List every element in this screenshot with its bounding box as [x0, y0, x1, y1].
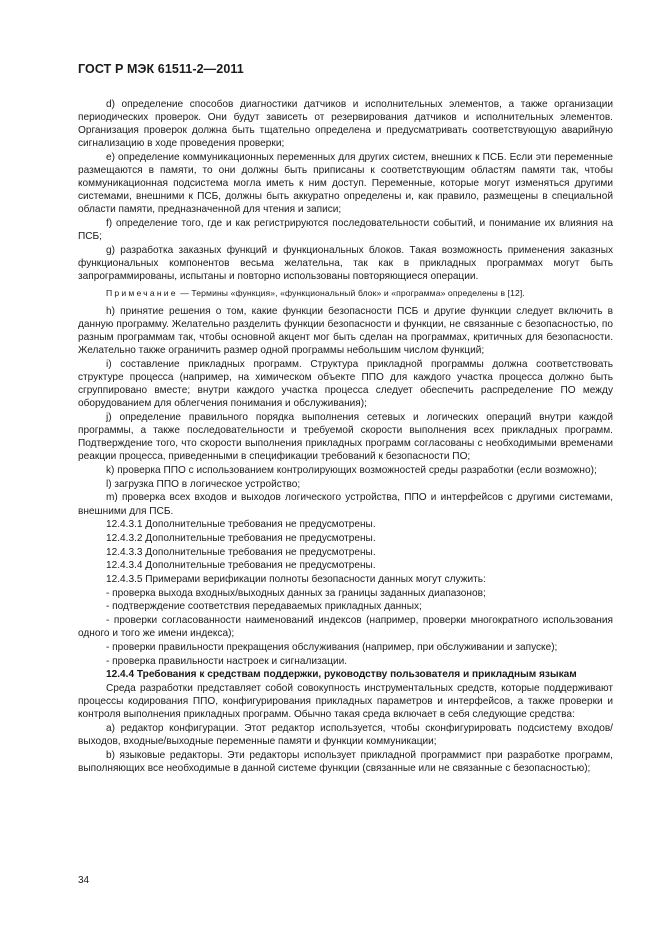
paragraph-g: g) разработка заказных функций и функциональных блоков. Такая возможность применения заказных функциональных компонентов весьма желательна, так как в прикладных программах могут быть запрограммированы, испытаны и повторно использованы повторяющиеся операции. [78, 244, 613, 282]
list-item: - проверки согласованности наименований индексов (например, проверки многократного использования одного и того же имени индекса); [78, 615, 613, 640]
clause-12-4-3-2: 12.4.3.2 Дополнительные требования не предусмотрены. [106, 532, 376, 544]
paragraph-b: b) языковые редакторы. Эти редакторы использует прикладной программист при разработке программ, выполняющих все необходимые в данной системе функции (связанные или не связанные с безопасностью); [78, 749, 613, 774]
paragraph-a: a) редактор конфигурации. Этот редактор используется, чтобы сконфигурировать подсистему входов/выходов, входные/выходные переменные памяти и функции коммуникации; [78, 722, 613, 747]
paragraph-environment: Среда разработки представляет собой совокупность инструментальных средств, которые поддерживают процессы кодирования ППО, конфигурирования прикладных параметров и интерфейсов, а также проверки и контроля выполнения прикладных программ. Обычно такая среда включает в себя следующие средства: [78, 682, 613, 721]
paragraph-l: l) загрузка ППО в логическое устройство; [106, 478, 301, 490]
clause-12-4-3-5: 12.4.3.5 Примерами верификации полноты безопасности данных могут служить: [106, 574, 486, 585]
note [78, 287, 613, 300]
paragraph-i: i) составление прикладных программ. Структура прикладной программы должна соответствовать структуре процесса (например, на химическом объекте ППО для каждого участка процесса должно быть сгруппировано вместе; внутри каждого участка процесса следует обеспечить распределение ПО между оборудованием для облегчения понимания и обслуживания); [78, 359, 613, 410]
list-item: - проверка правильности настроек и сигнализации. [106, 655, 348, 667]
paragraph-f: f) определение того, где и как регистрируются последовательности событий, и понимание их влияния на ПСБ; [78, 218, 613, 243]
page-number: 34 [78, 875, 90, 886]
note-label: Примечание [106, 288, 178, 299]
paragraph-k: k) проверка ППО с использованием контролирующих возможностей среды разработки (если возможно); [106, 465, 597, 477]
section-heading-12-4-4: 12.4.4 Требования к средствам поддержки, руководству пользователя и прикладным языкам [106, 669, 577, 681]
paragraph-j: j) определение правильного порядка выполнения сетевых и логических операций внутри каждой программы, а также последовательности и требуемой скорости выполнения всех прикладных программ. Подтверждение того, что скорости выполнения прикладных программ согласованы с необходимыми временами реакции процесса, приведенными в спецификации требований к безопасности ПО; [78, 412, 613, 463]
document-body [78, 98, 613, 775]
paragraph-d: d) определение способов диагностики датчиков и исполнительных элементов, а также организации периодических проверок. Они будут зависеть от резервирования датчиков и исполнительных элементов. Организация проверок должна быть тщательно определена и предусматривать соответствующую аварийную сигнализацию в ходе проведения проверки; [78, 99, 613, 150]
clause-12-4-3-1: 12.4.3.1 Дополнительные требования не предусмотрены. [106, 519, 376, 531]
paragraph-h: h) принятие решения о том, какие функции безопасности ПСБ и другие функции следует включить в данную программу. Желательно разделить функции безопасности и функции, не связанные с безопасностью, по разным программам так, чтобы основной акцент мог быть сделан на программах, критичных для безопасности. Желательно также ограничить размер одной программы небольшим числом функций; [78, 306, 613, 357]
document-header: ГОСТ Р МЭК 61511-2—2011 [78, 62, 244, 76]
list-item: - подтверждение соответствия передаваемых прикладных данных; [106, 601, 422, 613]
note-text: — Термины «функция», «функциональный блок» и «программа» определены в [12]. [180, 288, 525, 299]
paragraph-e: e) определение коммуникационных переменных для других систем, внешних к ПСБ. Если эти переменные размещаются в памяти, то они должны быть приписаны к соответствующим областям памяти так, чтобы коммуникационная подсистема могла иметь к ним доступ. Переменные, которые могут изменяться другими системами, внешними к ПСБ, должны быть аккуратно определены и, как правило, размещены в специальной области памяти, предназначенной для чтения и записи; [78, 151, 613, 216]
list-item: - проверка выхода входных/выходных данных за границы заданных диапазонов; [106, 587, 486, 599]
paragraph-m: m) проверка всех входов и выходов логического устройства, ППО и интерфейсов с другими системами, внешними для ПСБ. [78, 492, 613, 517]
list-item: - проверки правильности прекращения обслуживания (например, при обслуживании и запуске); [106, 641, 558, 653]
clause-12-4-3-4: 12.4.3.4 Дополнительные требования не предусмотрены. [106, 560, 376, 572]
clause-12-4-3-3: 12.4.3.3 Дополнительные требования не предусмотрены. [106, 546, 376, 558]
